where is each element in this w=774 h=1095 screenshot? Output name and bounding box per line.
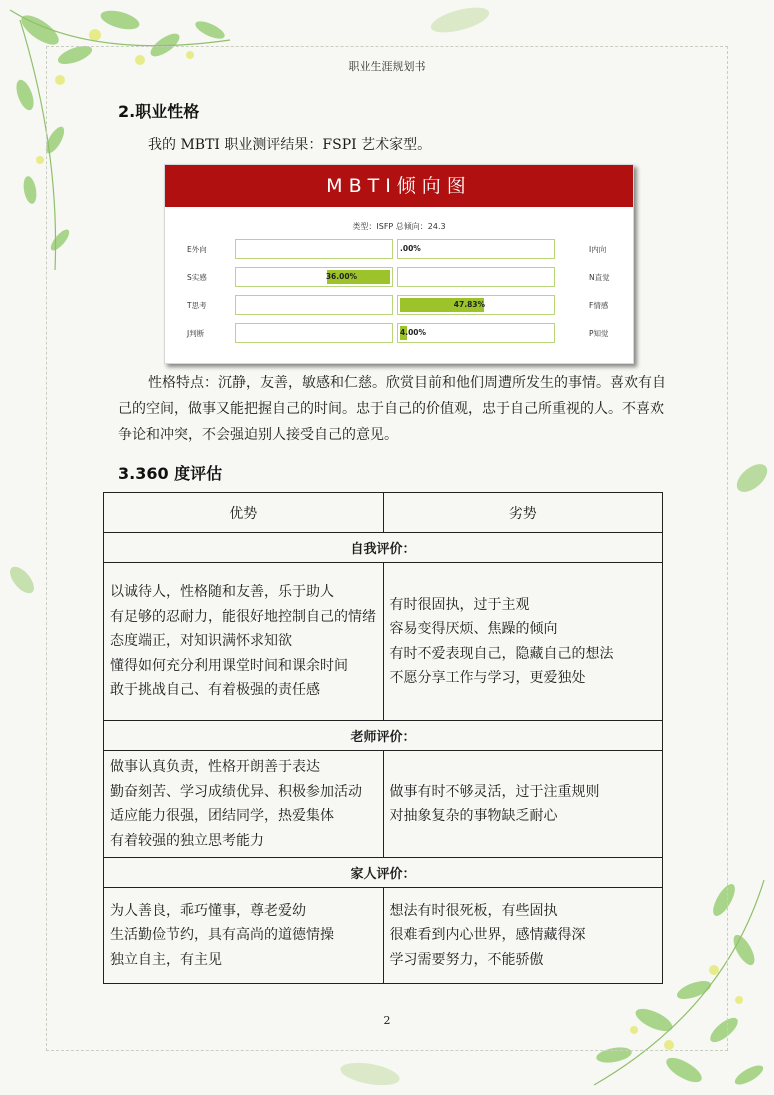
list-item: 适应能力很强，团结同学，热爱集体 [110, 808, 334, 824]
mbti-left-track [235, 239, 393, 259]
mbti-row [165, 239, 633, 259]
table-row [104, 888, 663, 984]
mbti-row [165, 267, 633, 287]
list-item: 懂得如何充分利用课堂时间和课余时间 [110, 657, 348, 674]
personality-description: 性格特点：沉静，友善，敏感和仁慈。欣赏目前和他们周遭所发生的事情。喜欢有自己的空间，做事又能把握自己的时间。忠于自己的价值观，忠于自己所重视的人。不喜欢争论和冲突，不会强迫别人接受自己的意见。 [118, 375, 666, 443]
group-title-row [104, 858, 663, 888]
mbti-chart-subtitle: 类型：ISFP 总倾向：24.3 [352, 222, 446, 231]
mbti-value-label: 47.83% [453, 300, 486, 309]
weaknesses-cell-self [383, 563, 663, 721]
table-row [104, 751, 663, 858]
strengths-cell-self [104, 563, 384, 721]
column-header-weaknesses: 劣势 [383, 493, 663, 533]
list-item: 生活勤俭节约，具有高尚的道德情操 [110, 927, 334, 944]
group-title-row [104, 721, 663, 751]
mbti-left-track [235, 323, 393, 343]
list-item: 有时很固执，过于主观 [389, 596, 530, 613]
mbti-left-track [235, 267, 393, 287]
list-item: 为人善良，乖巧懂事，尊老爱幼 [110, 902, 306, 919]
group-title-row [104, 533, 663, 563]
leaf-decoration-bottom-left [330, 1050, 450, 1095]
mbti-left-label: E外向 [187, 245, 207, 254]
page-number: 2 [383, 1014, 391, 1027]
mbti-right-track [397, 323, 555, 343]
column-header-strengths: 优势 [104, 493, 384, 533]
list-item: 勤奋刻苦、学习成绩优异、积极参加活动 [110, 783, 362, 800]
section-heading-personality: 2.职业性格 [118, 102, 200, 121]
mbti-right-label: I内向 [589, 245, 607, 254]
mbti-right-label: P知觉 [589, 329, 609, 338]
list-item: 敢于挑战自己、有着极强的责任感 [110, 682, 320, 699]
list-item: 想法有时很死板，有些固执 [389, 902, 558, 919]
mbti-left-label: J判断 [187, 329, 205, 338]
mbti-result-text: 我的 MBTI 职业测评结果：FSPI 艺术家型。 [148, 137, 432, 153]
mbti-left-track [235, 295, 393, 315]
list-item: 独立自主，有主见 [110, 951, 222, 968]
list-item: 做事有时不够灵活，过于注重规则 [389, 783, 600, 800]
list-item: 学习需要努力，不能骄傲 [389, 951, 544, 968]
list-item: 不愿分享工作与学习，更爱独处 [389, 670, 586, 686]
mbti-row [165, 323, 633, 343]
strengths-cell-family [104, 888, 384, 984]
mbti-left-label: S实感 [187, 273, 207, 282]
list-item: 对抽象复杂的事物缺乏耐心 [389, 808, 558, 824]
list-item: 有时不爱表现自己，隐藏自己的想法 [389, 645, 614, 662]
table-header-row [104, 493, 663, 533]
list-item: 有着较强的独立思考能力 [110, 832, 264, 849]
weaknesses-cell-teacher [383, 751, 663, 858]
list-item: 做事认真负责，性格开朗善于表达 [110, 759, 320, 775]
page-header: 职业生涯规划书 [348, 60, 426, 73]
group-title-self: 自我评价： [104, 533, 663, 563]
list-item: 很难看到内心世界，感情藏得深 [389, 927, 586, 944]
strengths-cell-teacher [104, 751, 384, 858]
mbti-right-label: F情感 [589, 301, 609, 310]
leaf-decoration-left [0, 540, 50, 620]
list-item: 以诚待人，性格随和友善，乐于助人 [110, 584, 334, 601]
mbti-value-label: 4.00% [400, 328, 427, 337]
mbti-right-track [397, 267, 555, 287]
list-item: 态度端正，对知识满怀求知欲 [110, 633, 292, 650]
leaf-decoration-right [728, 450, 774, 510]
group-title-teacher: 老师评价： [104, 721, 663, 751]
list-item: 容易变得厌烦、焦躁的倾向 [389, 621, 558, 637]
mbti-left-label: T思考 [187, 301, 207, 310]
mbti-row [165, 295, 633, 315]
mbti-chart-title: MBTI倾向图 [165, 165, 633, 207]
list-item: 有足够的忍耐力，能很好地控制自己的情绪 [110, 608, 376, 625]
table-row [104, 563, 663, 721]
section-heading-360: 3.360 度评估 [118, 464, 223, 483]
leaf-decoration-top-right [420, 0, 540, 50]
mbti-value-label: 36.00% [325, 272, 358, 281]
mbti-right-track [397, 239, 555, 259]
mbti-right-track [397, 295, 555, 315]
mbti-right-label: N直觉 [589, 273, 610, 282]
mbti-chart [164, 164, 634, 364]
evaluation-table [103, 492, 663, 984]
weaknesses-cell-family [383, 888, 663, 984]
group-title-family: 家人评价： [104, 858, 663, 888]
mbti-value-label: .00% [400, 244, 421, 253]
